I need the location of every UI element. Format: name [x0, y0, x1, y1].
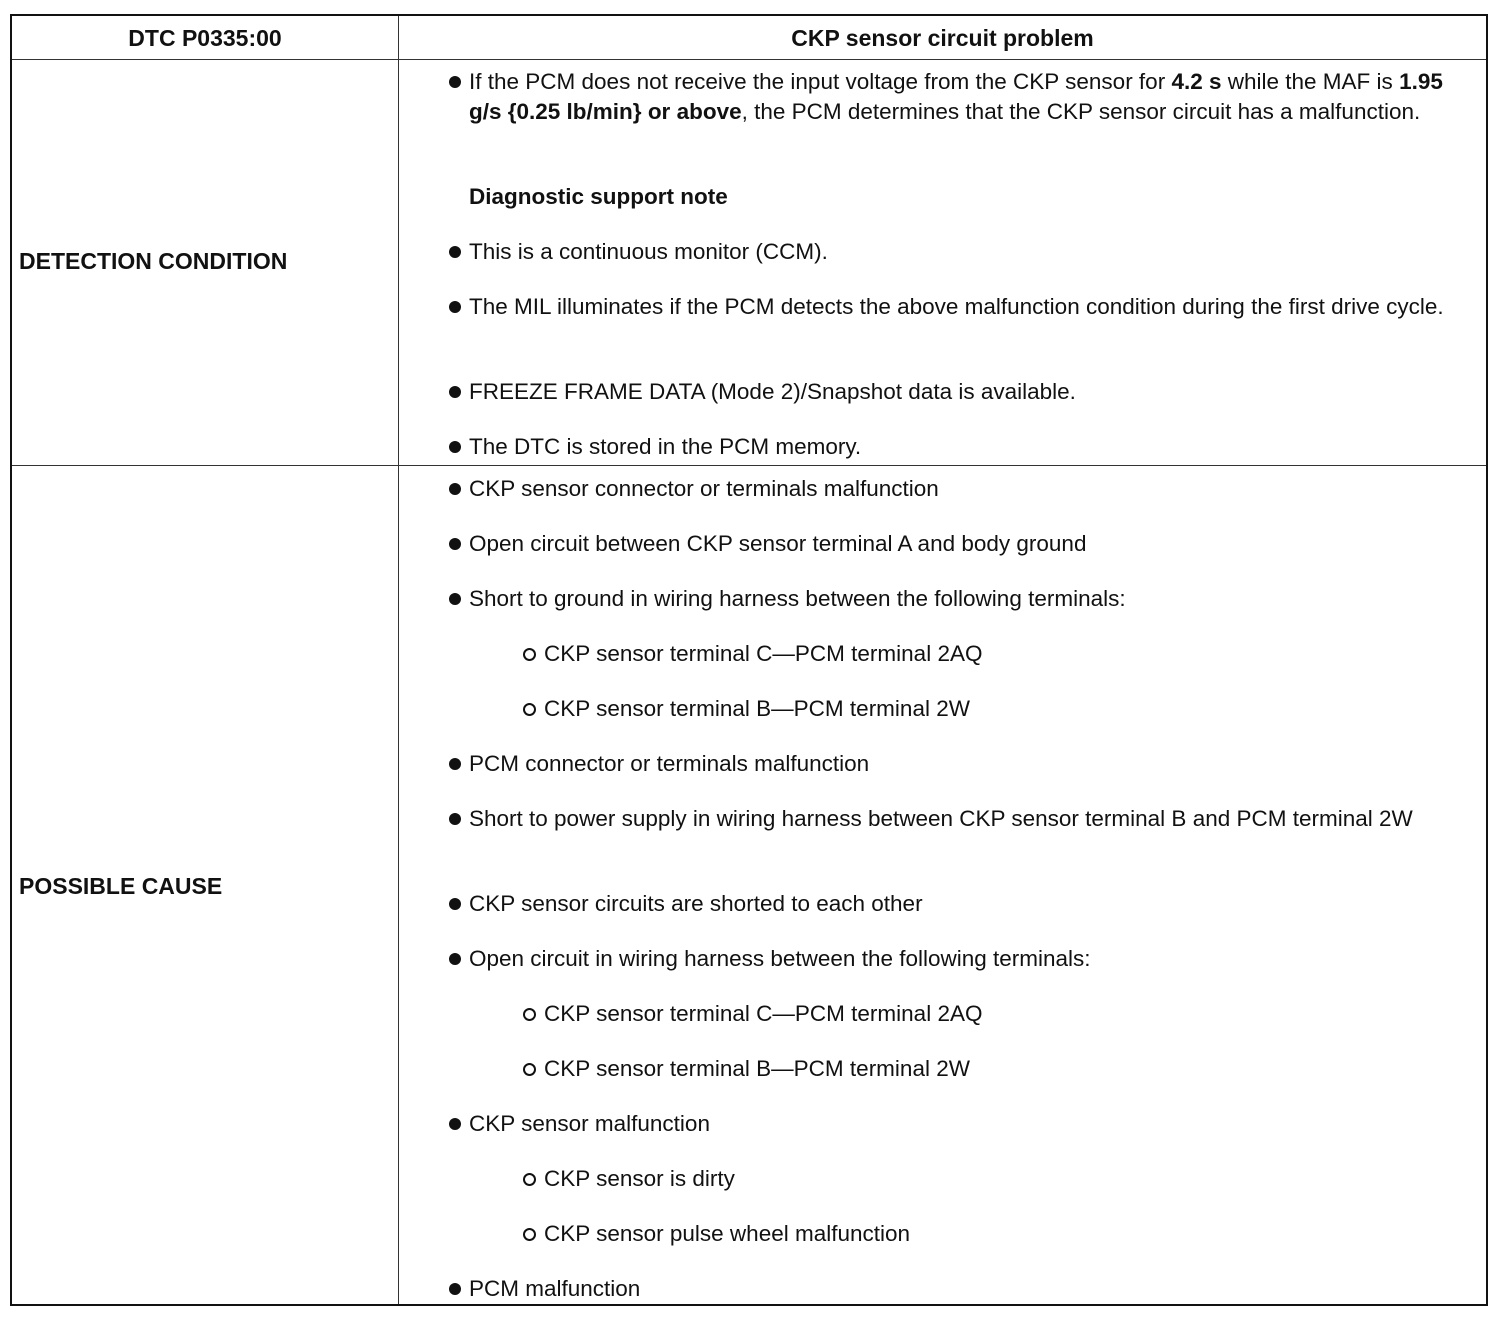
bullet-icon	[449, 483, 461, 495]
detection-condition-cell: If the PCM does not receive the input voltage from the CKP sensor for 4.2 s while the MAF is 1.95 g/s {0.25 lb/min} or above, the PCM determines that the CKP sensor circuit has a malfunction. Diagnostic support note This is a continuous monitor (CCM). The MIL illuminates if the PCM detects the above malfunction condition during the first drive cycle. FREEZE FRAME DATA (Mode 2)/Snapshot data is available. The DTC is stored in the PCM memory.	[399, 60, 1486, 465]
bullet-icon	[449, 758, 461, 770]
bullet-icon	[449, 1118, 461, 1130]
bullet-icon	[449, 813, 461, 825]
bullet-icon	[449, 1283, 461, 1295]
circle-bullet-icon	[523, 1173, 536, 1186]
circle-bullet-icon	[523, 1008, 536, 1021]
bullet-icon	[449, 386, 461, 398]
bullet-icon	[449, 593, 461, 605]
bullet-icon	[449, 301, 461, 313]
detection-condition-label: DETECTION CONDITION	[19, 248, 288, 274]
possible-cause-label: POSSIBLE CAUSE	[19, 873, 223, 899]
circle-bullet-icon	[523, 703, 536, 716]
bullet-icon	[449, 953, 461, 965]
bullet-icon	[449, 898, 461, 910]
bullet-icon	[449, 76, 461, 88]
dtc-table	[10, 14, 1488, 1306]
dtc-code-header: DTC P0335:00	[128, 24, 282, 51]
detection-main-text: If the PCM does not receive the input voltage from the CKP sensor for 4.2 s while the MAF is 1.95 g/s {0.25 lb/min} or above, the PCM determines that the CKP sensor circuit has a malfunction.	[469, 69, 1443, 124]
bullet-icon	[449, 441, 461, 453]
circle-bullet-icon	[523, 1063, 536, 1076]
bullet-icon	[449, 538, 461, 550]
bullet-icon	[449, 246, 461, 258]
possible-cause-cell: CKP sensor connector or terminals malfunction Open circuit between CKP sensor terminal A and body ground Short to ground in wiring harness between the following terminals: CKP sensor terminal C—PCM terminal 2AQ CKP sensor terminal B—PCM terminal 2W PCM connector or terminals malfunction Short to power supply in wiring harness between CKP sensor terminal B and PCM terminal 2W CKP sensor circuits are shorted to each other Open circuit in wiring harness between the following terminals: CKP sensor terminal C—PCM terminal 2AQ CKP sensor terminal B—PCM terminal 2W CKP sensor malfunction CKP sensor is dirty CKP sensor pulse wheel malfunction PCM malfunction	[399, 466, 1486, 1304]
circle-bullet-icon	[523, 648, 536, 661]
circle-bullet-icon	[523, 1228, 536, 1241]
dtc-title-header: CKP sensor circuit problem	[791, 24, 1094, 51]
